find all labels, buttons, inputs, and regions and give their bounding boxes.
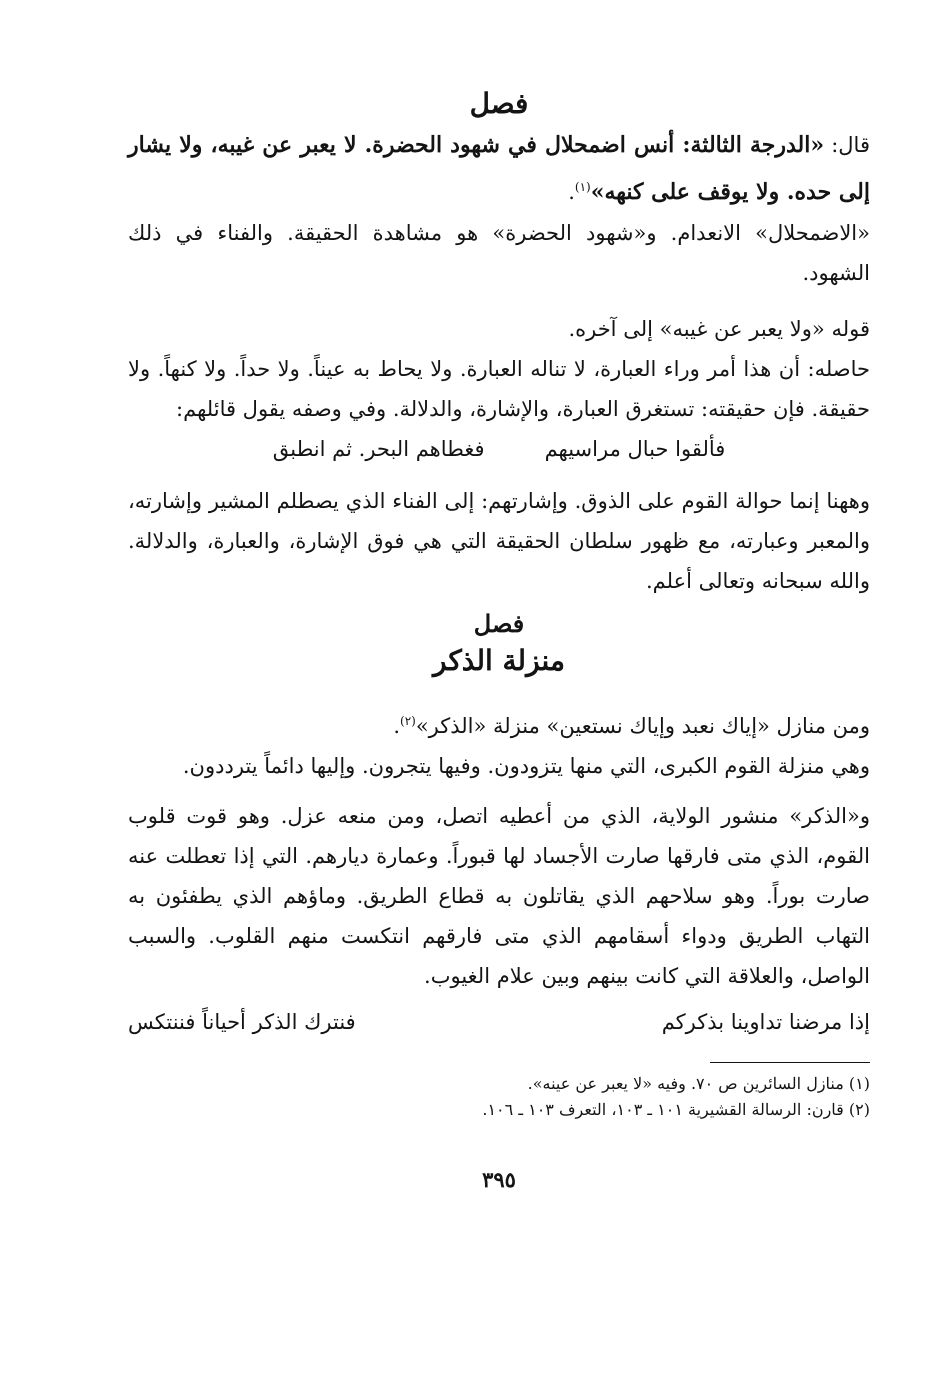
quote-end: . bbox=[568, 180, 575, 204]
verse-1-hemistich-left: فغطاهم البحر. ثم انطبق bbox=[272, 437, 485, 461]
quote-text: «الدرجة الثالثة: أنس اضمحلال في شهود الحضرة. لا يعبر عن غيبه، ولا يشار إلى حده. ولا يوقف على كنهه» bbox=[128, 132, 870, 205]
verse-2-hemistich-right: إذا مرضنا تداوينا بذكركم bbox=[661, 1010, 870, 1034]
section-heading-2: فصل bbox=[473, 609, 525, 638]
verse-1-hemistich-right: فألقوا حبال مراسيهم bbox=[544, 437, 726, 461]
manazil-text: ومن منازل «إياك نعبد وإياك نستعين» منزلة «الذكر» bbox=[415, 714, 870, 738]
chapter-title: منزلة الذكر bbox=[433, 644, 565, 677]
verse-line-1 bbox=[128, 429, 870, 469]
section-heading: فصل bbox=[469, 87, 529, 120]
dhikr-description-paragraph: و«الذكر» منشور الولاية، الذي من أعطيه اتصل، ومن منعه عزل. وهو قوت قلوب القوم، الذي متى فارقها صارت الأجساد لها قبوراً. وعمارة ديارهم. التي إذا تعطلت عنه صارت بوراً. وهو سلاحهم الذي يقاتلون به قطاع الطريق. وماؤهم الذي يطفئون به التهاب الطريق ودواء أسقامهم الذي متى فارقهم انتكست منهم القلوب. والسبب الواصل، والعلاقة التي كانت بينهم وبين علام الغيوب. bbox=[128, 804, 870, 988]
verse-line-2 bbox=[128, 1002, 870, 1042]
quote-paragraph bbox=[128, 124, 870, 213]
footnote-ref-1: (١) bbox=[574, 180, 591, 194]
wahahuna-paragraph: وههنا إنما حوالة القوم على الذوق. وإشارتهم: إلى الفناء الذي يصطلم المشير وإشارته، والمعبر وعبارته، مع ظهور سلطان الحقيقة التي هي فوق الإشارة، والعبارة، والدلالة. والله سبحانه وتعالى أعلم. bbox=[128, 489, 870, 593]
quote-intro: قال: bbox=[824, 133, 870, 157]
manazil-end: . bbox=[393, 714, 400, 738]
qawluhu-paragraph: قوله «ولا يعبر عن غيبه» إلى آخره. bbox=[568, 317, 870, 341]
verse-2-hemistich-left: فنترك الذكر أحياناً فننتكس bbox=[128, 1010, 356, 1034]
definition-paragraph: «الاضمحلال» الانعدام. و«شهود الحضرة» هو مشاهدة الحقيقة. والفناء في ذلك الشهود. bbox=[128, 221, 870, 285]
footnote-ref-2: (٢) bbox=[400, 714, 416, 728]
footnote-2: (٢) قارن: الرسالة القشيرية ١٠١ ـ ١٠٣، التعرف ١٠٣ ـ ١٠٦. bbox=[482, 1100, 870, 1119]
footnote-1: (١) منازل السائرين ص ٧٠. وفيه «لا يعبر عن عينه». bbox=[527, 1074, 870, 1093]
hasiluhu-paragraph: حاصله: أن هذا أمر وراء العبارة، لا تناله العبارة. ولا يحاط به عيناً. ولا حداً. ولا كنهاً. ولا حقيقة. فإن حقيقته: تستغرق العبارة، والإشارة، والدلالة. وفي وصفه يقول قائلهم: bbox=[128, 357, 870, 421]
page-number: ٣٩٥ bbox=[482, 1167, 516, 1192]
manzila-kubra-paragraph: وهي منزلة القوم الكبرى، التي منها يتزودون. وفيها يتجرون. وإليها دائماً يترددون. bbox=[182, 754, 870, 778]
manazil-paragraph bbox=[128, 701, 870, 746]
